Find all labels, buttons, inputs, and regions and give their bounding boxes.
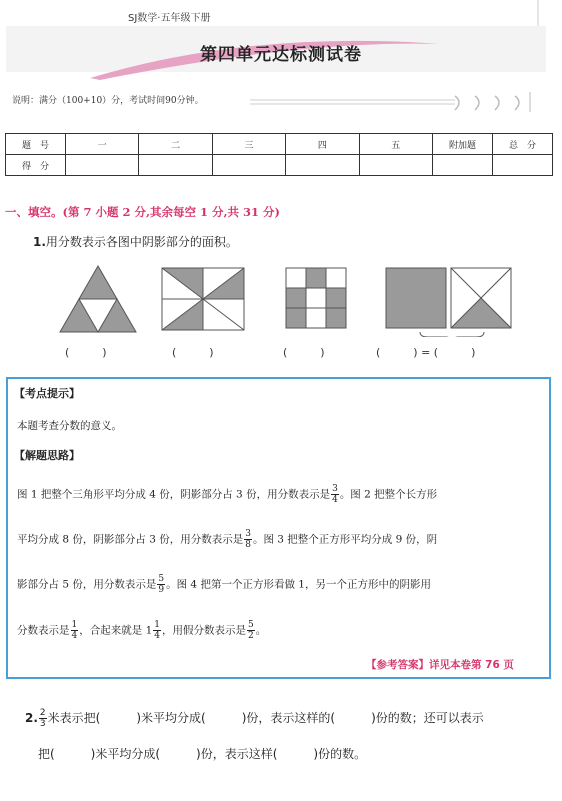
score-input[interactable] (139, 155, 212, 176)
figures (0, 262, 562, 337)
fraction: $\frac{1}{4}$ (154, 620, 160, 641)
key-point-text: 本题考查分数的意义。 (17, 420, 122, 432)
fraction: $\frac{3}{8}$ (245, 529, 251, 550)
score-input[interactable] (286, 155, 359, 176)
score-input[interactable] (66, 155, 139, 176)
answer-reference: 【参考答案】详见本卷第 76 页 (366, 659, 514, 671)
solution-line: 分数表示是 $\frac{1}{4}$ ，合起来就是 1 $\frac{1}{4}$ ，用假分数表示是 $\frac{5}{2}$ 。 (17, 620, 267, 641)
table-cell: 一 (66, 134, 139, 155)
table-cell: 四 (286, 134, 359, 155)
table-cell: 题 号 (6, 134, 66, 155)
table-cell: 得 分 (6, 155, 66, 176)
question-2: 2. $\frac{2}{3}$ 米表示把( )米平均分成( )份，表示这样的( )份的数；还可以表示 (25, 708, 484, 729)
table-cell: 二 (139, 134, 212, 155)
fraction: $\frac{5}{9}$ (158, 574, 165, 595)
answer-blank[interactable]: ( ) (172, 346, 214, 359)
score-input[interactable] (493, 155, 553, 176)
fraction: $\frac{1}{4}$ (71, 620, 78, 641)
triangle-figure (60, 266, 136, 332)
table-cell: 总 分 (493, 134, 553, 155)
table-cell: 五 (359, 134, 432, 155)
key-point-title: 【考点提示】 (14, 387, 80, 400)
score-table (5, 133, 553, 176)
fraction: $\frac{3}{4}$ (332, 484, 338, 505)
solution-line: 平均分成 8 份，阴影部分占 3 份，用分数表示是 $\frac{3}{8}$ 。图 3 把整个正方形平均分成 9 份，阴 (17, 529, 438, 550)
solution-line: 影部分占 5 份，用分数表示是 $\frac{5}{9}$ 。图 4 把第一个正方形看做 1，另一个正方形中的阴影用 (17, 574, 431, 595)
grid-figure (286, 268, 346, 328)
table-row (6, 134, 553, 155)
question-1: 1.用分数表示各图中阴影部分的面积。 (33, 235, 238, 249)
score-input[interactable] (433, 155, 493, 176)
solution-line: 图 1 把整个三角形平均分成 4 份，阴影部分占 3 份，用分数表示是 $\frac{3}{4}$ 。图 2 把整个长方形 (17, 484, 438, 505)
table-row (6, 155, 553, 176)
question-2-cont: 把( )米平均分成( )份，表示这样( )份的数。 (38, 747, 367, 761)
rectangle-figure (162, 268, 244, 330)
solution-title: 【解题思路】 (14, 449, 80, 462)
score-input[interactable] (359, 155, 432, 176)
answer-blank[interactable]: ( ) (65, 346, 107, 359)
table-cell: 三 (212, 134, 285, 155)
fraction: $\frac{5}{2}$ (248, 620, 254, 641)
section-heading: 一、填空。(第 7 小题 2 分,其余每空 1 分,共 31 分) (5, 205, 280, 219)
answer-blank[interactable]: ( ) (283, 346, 325, 359)
exam-note: 说明：满分（100+10）分，考试时间90分钟。 (12, 96, 204, 106)
fraction: $\frac{2}{3}$ (39, 708, 46, 729)
answer-blank[interactable]: ( ) = ( ) (376, 346, 476, 359)
score-input[interactable] (212, 155, 285, 176)
book-brand: SJ数学·五年级下册 (128, 13, 211, 24)
two-squares-figure (386, 268, 511, 337)
table-cell: 附加题 (433, 134, 493, 155)
page-title: 第四单元达标测试卷 (200, 45, 362, 65)
